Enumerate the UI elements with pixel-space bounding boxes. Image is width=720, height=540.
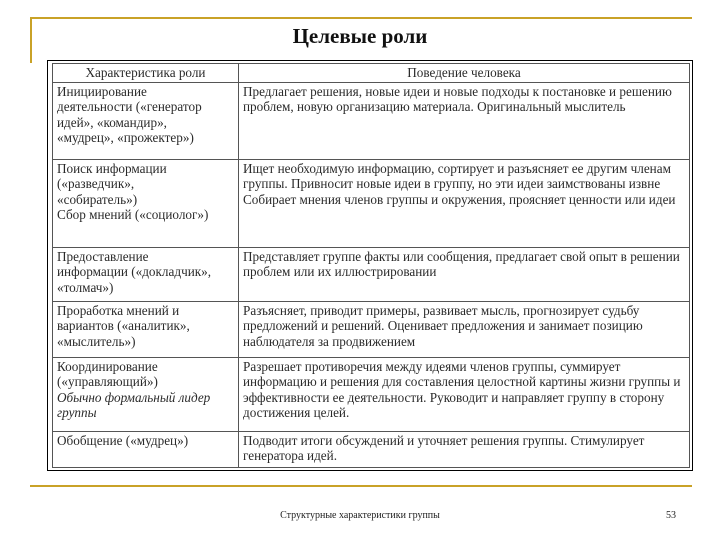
role-cell (53, 82, 239, 159)
table-row (53, 357, 690, 431)
table-row (53, 82, 690, 159)
role-line: вариантов («аналитик», (57, 318, 190, 334)
role-cell (53, 431, 239, 467)
behavior-text-secondary: Собирает мнения членов группы и окружения, проясняет ценности или идеи (243, 191, 676, 207)
table-row (53, 431, 690, 467)
behavior-cell: Предлагает решения, новые идеи и новые подходы к постановке и решению проблем, новую организацию материала. Оригинальный мыслитель (239, 82, 690, 159)
behavior-text: Ищет необходимую информацию, сортирует и разъясняет ее другим членам группы. Привносит новые идеи в группу, но эти идеи заимствованы извне (243, 160, 671, 192)
bottom-accent-line (30, 485, 692, 487)
table-row (53, 247, 690, 301)
behavior-cell: Представляет группе факты или сообщения, предлагает свой опыт в решении проблем или их иллюстрировании (239, 247, 690, 301)
top-accent-line (30, 17, 692, 19)
behavior-cell: Разъясняет, приводит примеры, развивает мысль, прогнозирует судьбу предложений и решений. Оценивает предложения и занимает позицию наблюдателя за продвижением (239, 301, 690, 357)
column-header-role: Характеристика роли (53, 64, 239, 83)
role-line: «мудрец», «прожектер») (57, 130, 194, 146)
role-cell (53, 301, 239, 357)
role-line: информации («докладчик», (57, 264, 212, 280)
role-line: «собиратель») (57, 191, 138, 207)
role-line: Сбор мнений («социолог») (57, 207, 209, 223)
role-line: Координирование (57, 358, 158, 374)
role-note-italic: Обычно формальный лидер (57, 389, 211, 405)
role-line: Поиск информации (57, 160, 167, 176)
role-line: идей», «командир», (57, 114, 167, 130)
behavior-cell (239, 159, 690, 247)
table-row (53, 301, 690, 357)
role-line: («разведчик», (57, 176, 135, 192)
role-line: Проработка мнений и (57, 302, 180, 318)
page-title: Целевые роли (292, 24, 428, 48)
role-line: Обобщение («мудрец») (57, 432, 189, 448)
role-line: деятельности («генератор (57, 99, 202, 115)
role-line: «толмач») (57, 279, 114, 295)
table-header-row (53, 64, 690, 83)
role-cell (53, 247, 239, 301)
role-line: («управляющий») (57, 374, 158, 390)
role-note-italic: группы (57, 405, 97, 421)
role-line: Предоставление (57, 248, 149, 264)
role-cell (53, 159, 239, 247)
role-cell (53, 357, 239, 431)
role-line: «мыслитель») (57, 333, 136, 349)
role-line: Инициирование (57, 83, 147, 99)
roles-table (52, 63, 690, 468)
column-header-behavior: Поведение человека (239, 64, 690, 83)
page-number: 53 (666, 510, 676, 521)
footer-text: Структурные характеристики группы (280, 510, 440, 521)
table-row (53, 159, 690, 247)
behavior-cell: Разрешает противоречия между идеями членов группы, суммирует информацию и решения для составления целостной картины жизни группы и эффективности ее деятельности. Руководит и направляет группу в сторону достижения целей. (239, 357, 690, 431)
behavior-cell: Подводит итоги обсуждений и уточняет решения группы. Стимулирует генератора идей. (239, 431, 690, 467)
